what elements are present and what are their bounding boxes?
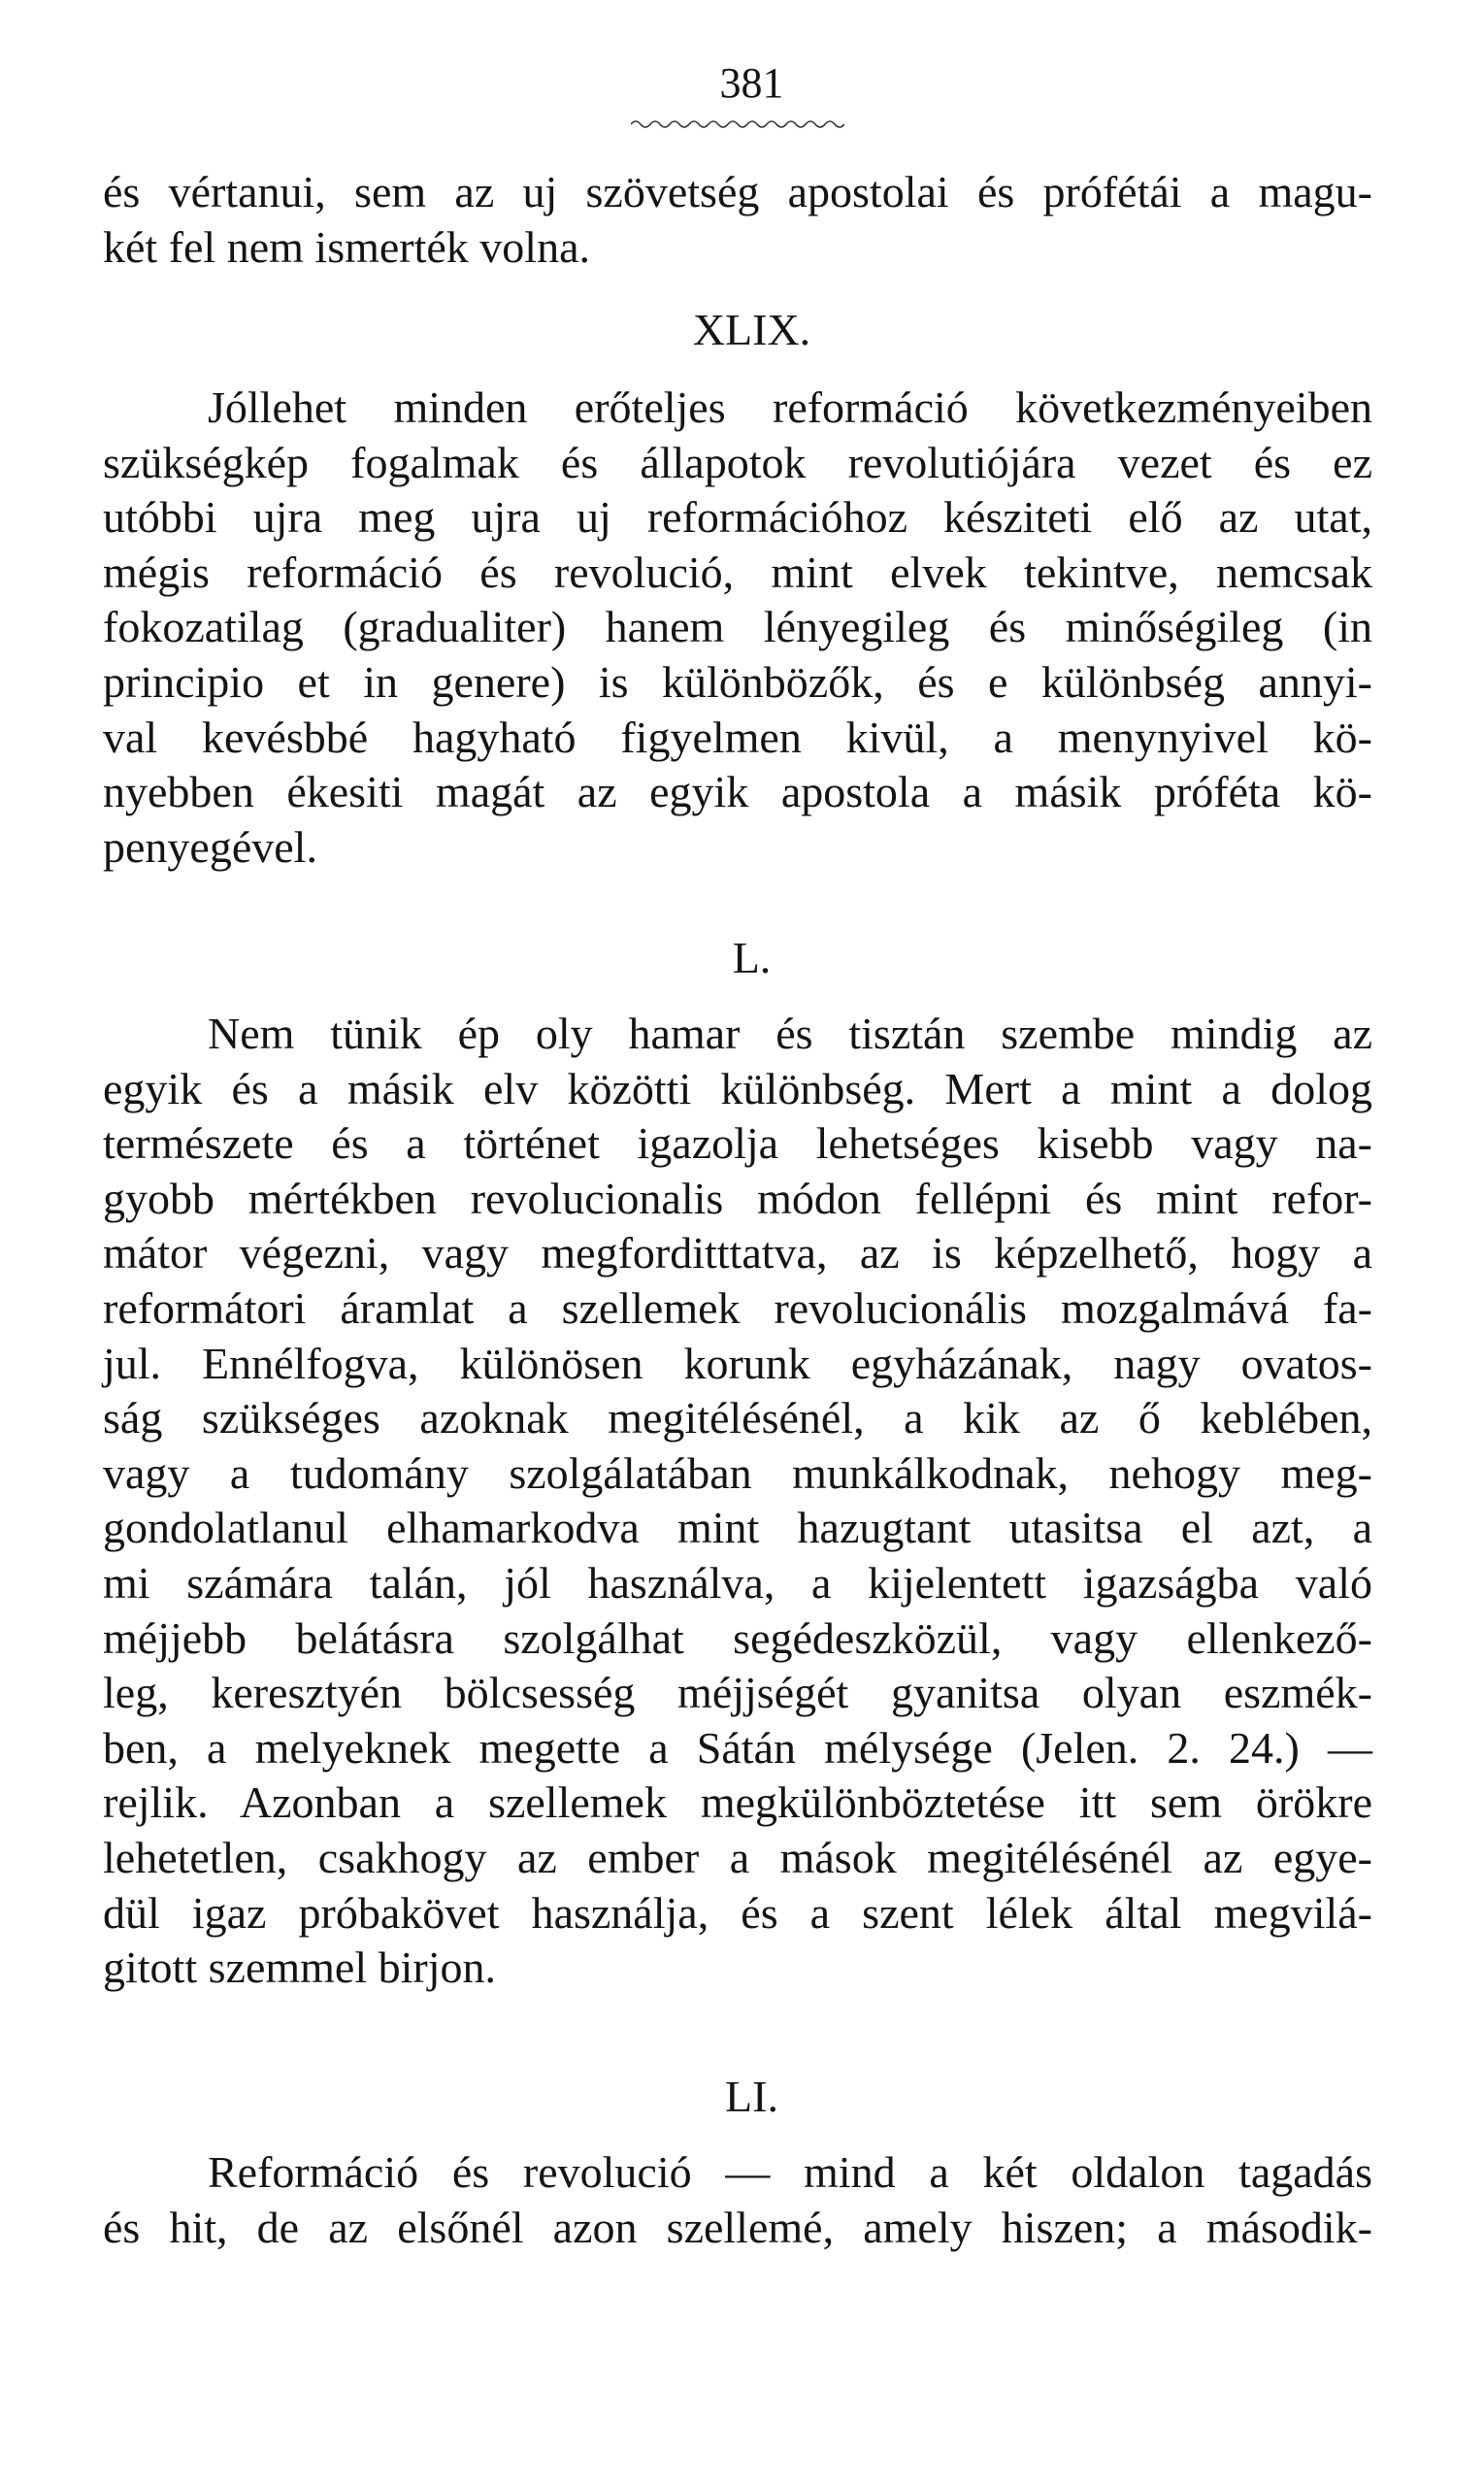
text-line: méjjebb belátásra szolgálhat segédeszközül, vagy ellenkező-	[103, 1612, 1372, 1663]
text-line: jul. Ennélfogva, különösen korunk egyházának, nagy ovatos-	[103, 1338, 1372, 1388]
text-line: természete és a történet igazolja lehetséges kisebb vagy na-	[103, 1118, 1372, 1169]
paragraph-li	[103, 2145, 1372, 2255]
section-heading-li: LI.	[725, 2072, 778, 2121]
text-line: gitott szemmel birjon.	[103, 1942, 496, 1993]
text-line: penyegével.	[103, 821, 317, 872]
text-line: két fel nem ismerték volna.	[103, 221, 591, 272]
text-line: gyobb mértékben revolucionalis módon fellépni és mint refor-	[103, 1173, 1372, 1223]
text-line: fokozatilag (gradualiter) hanem lényegileg és minőségileg (in	[103, 602, 1372, 652]
text-line: mégis reformáció és revolució, mint elvek tekintve, nemcsak	[103, 547, 1372, 597]
text-line: vagy a tudomány szolgálatában munkálkodnak, nehogy meg-	[103, 1447, 1372, 1498]
paragraph-xlix	[103, 381, 1372, 875]
text-line: és hit, de az elsőnél azon szellemé, amely hiszen; a második-	[103, 2202, 1372, 2252]
section-heading-l: L.	[732, 933, 772, 982]
paragraph-continuation	[103, 165, 1372, 275]
text-line: leg, keresztyén bölcsesség méjjségét gyanitsa olyan eszmék-	[103, 1668, 1372, 1718]
text-line: Reformáció és revolució — mind a két oldalon tagadás	[208, 2147, 1372, 2197]
text-line: ság szükséges azoknak megitélésénél, a kik az ő keblében,	[103, 1393, 1372, 1444]
text-line: reformátori áramlat a szellemek revolucionális mozgalmává fa-	[103, 1282, 1372, 1333]
page-number: 381	[719, 59, 784, 107]
text-line: rejlik. Azonban a szellemek megkülönböztetése itt sem örökre	[103, 1777, 1372, 1828]
text-line: és vértanui, sem az uj szövetség apostolai és prófétái a magu-	[103, 167, 1372, 216]
section-heading-xlix: XLIX.	[692, 305, 811, 354]
text-line: gondolatlanul elhamarkodva mint hazugtant utasitsa el azt, a	[103, 1503, 1372, 1553]
paragraph-l	[103, 1007, 1372, 1996]
text-line: Jóllehet minden erőteljes reformáció következményeiben	[208, 382, 1372, 432]
text-line: Nem tünik ép oly hamar és tisztán szembe mindig az	[208, 1009, 1372, 1058]
text-line: utóbbi ujra meg ujra uj reformációhoz késziteti elő az utat,	[103, 492, 1372, 543]
text-line: dül igaz próbakövet használja, és a szent lélek által megvilá-	[103, 1887, 1372, 1938]
page-number-ornament	[631, 118, 844, 130]
text-line: ben, a melyeknek megette a Sátán mélysége (Jelen. 2. 24.) —	[103, 1722, 1372, 1773]
text-line: mátor végezni, vagy megforditttatva, az is képzelhető, hogy a	[103, 1228, 1372, 1278]
text-line: egyik és a másik elv közötti különbség. Mert a mint a dolog	[103, 1063, 1372, 1113]
text-line: mi számára talán, jól használva, a kijelentett igazságba való	[103, 1557, 1372, 1608]
text-line: nyebben ékesiti magát az egyik apostola a másik próféta kö-	[103, 767, 1372, 817]
text-line: val kevésbbé hagyható figyelmen kivül, a menynyivel kö-	[103, 712, 1372, 762]
text-line: szükségkép fogalmak és állapotok revolutiójára vezet és ez	[103, 437, 1372, 487]
text-line: principio et in genere) is különbözők, és e különbség annyi-	[103, 656, 1372, 707]
text-line: lehetetlen, csakhogy az ember a mások megitélésénél az egye-	[103, 1832, 1372, 1882]
